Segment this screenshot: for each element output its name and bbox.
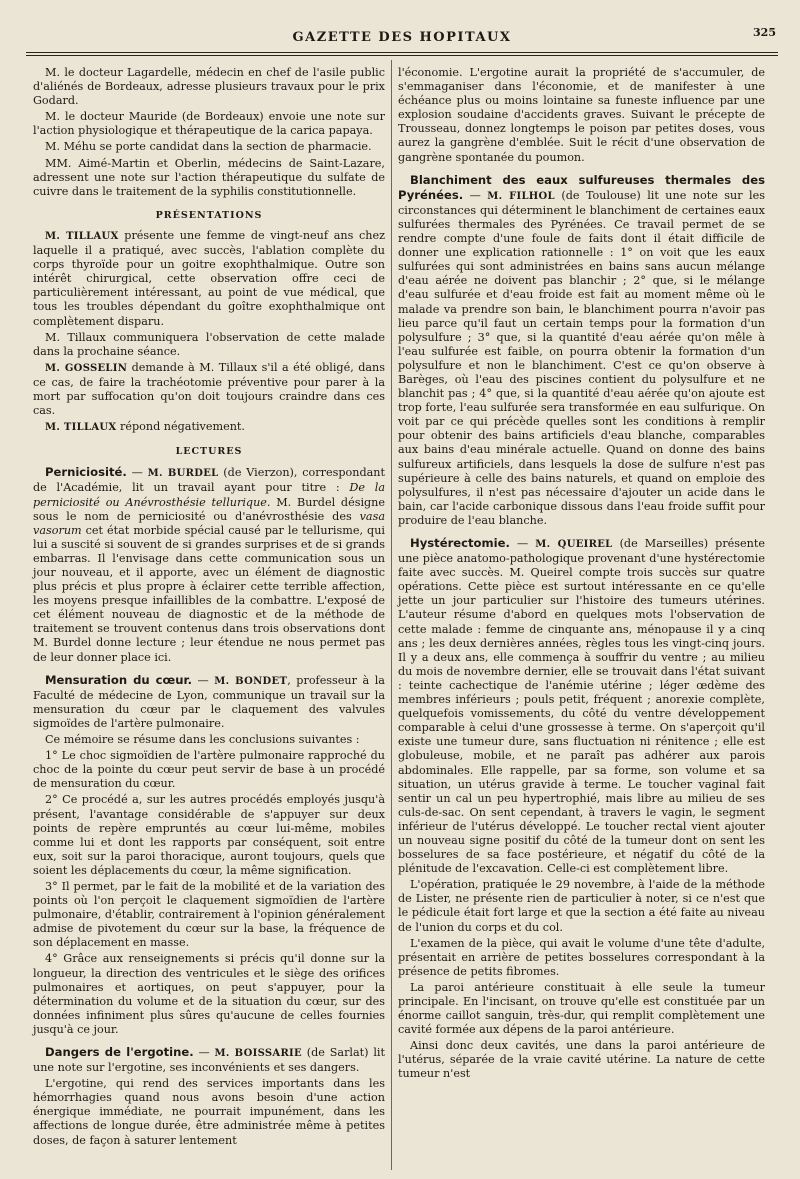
- dash: —: [193, 1046, 215, 1059]
- presentation-paragraph: [33, 420, 385, 435]
- paragraph-text: cet état morbide spécial causé par le tellurisme, qui lui a suscité si souvent de si grandes surprises et de si grands embarras. Il l'envisage dans cette communication sous un jour nouveau, et il apporte, avec un élément de diagnostic plus précis et plus propre à éclairer cette terrible affection, les moyens presque infaillibles de la combattre. L'exposé de cet élément nouveau de diagnostic et de la méthode de traitement se trouvent contenus dans trois observations dont M. Burdel donne lecture ; leur étendue ne nous permet pas de leur donner place ici.: [33, 523, 385, 664]
- article-perniciosite: [33, 465, 385, 664]
- author-name: M. BURDEL: [147, 468, 219, 480]
- journal-title: GAZETTE DES HOPITAUX: [292, 30, 512, 45]
- author-name: M. BONDET: [214, 675, 288, 687]
- author-name: M. BOISSARIE: [214, 1048, 302, 1059]
- article-ergotine: [33, 1045, 385, 1075]
- paragraph: Ce mémoire se résume dans les conclusions suivantes :: [45, 733, 360, 747]
- article-blanchiment: [398, 173, 765, 528]
- paragraph: L'examen de la pièce, qui avait le volume d'une tête d'adulte, présentait en arrière de petites bosselures correspondant à la présence de petits fibromes.: [398, 936, 765, 978]
- article-title: Dangers de l'ergotine.: [45, 1045, 194, 1059]
- conclusion-item: 1° Le choc sigmoïdien de l'artère pulmonaire rapproché du choc de la pointe du cœur peut servir de base à un procédé de mensuration du cœur.: [33, 749, 385, 791]
- dash: —: [191, 673, 215, 687]
- header-rule-top: [26, 52, 778, 53]
- correspondence-item: MM. Aimé-Martin et Oberlin, médecins de Saint-Lazare, adressent une note sur l'action thérapeutique du sulfate de cuivre dans le traitement de la syphilis constitutionnelle.: [33, 156, 385, 198]
- paragraph-text: présente une femme de vingt-neuf ans chez laquelle il a pratiqué, avec succès, l'ablation complète du corps thyroïde pour un goitre exophthalmique. Outre son intérêt chirurgical, cette observation offre ceci de particulièrement intéressant, au point de vue médical, que tous les troubles dépendant du goître exophthalmique ont complètement disparu.: [33, 228, 385, 328]
- presentation-paragraph: [33, 361, 385, 418]
- conclusion-item: 4° Grâce aux renseignements si précis qu'il donne sur la longueur, la direction des ventricules et le siège des orifices pulmonaires et aortiques, on peut s'appuyer, pour la détermination du volume et de la situation du cœur, sur des données infiniment plus sûres qu'aucune de celles fournies jusqu'à ce jour.: [33, 952, 385, 1036]
- paragraph-continuation: l'économie. L'ergotine aurait la propriété de s'accumuler, de s'emmaganiser dans l'économie, et de manifester à une échéance plus ou moins lointaine sa funeste influence par une explosion soudaine d'accidents graves. Suivant le précepte de Trousseau, donnez longtemps le poison par petites doses, vous aurez la gangrène d'emblée. Suit le récit d'une observation de gangrène spontanée du poumon.: [398, 66, 765, 164]
- header-rule-bottom: [26, 55, 778, 56]
- article-hysterectomie: [398, 536, 765, 876]
- paragraph: La paroi antérieure constituait à elle seule la tumeur principale. En l'incisant, on trouve qu'elle est constituée par un énorme caillot sanguin, très-dur, qui remplit complètement une cavité formée aux dépens de la paroi antérieure.: [398, 980, 765, 1037]
- paragraph-text: (de Vierzon), correspondant de l'Académie, lit un travail ayant pour titre :: [33, 466, 385, 495]
- section-heading-presentations: PRÉSENTATIONS: [155, 209, 263, 221]
- conclusion-item: 3° Il permet, par le fait de la mobilité et de la variation des points où l'on perçoit le claquement sigmoïdien de l'artère pulmonaire, d'établir, contrairement à l'opinion généralement admise de pivotement du cœur sur la base, la fréquence de son déplacement en masse.: [33, 879, 385, 950]
- paragraph-text: (de Marseilles) présente une pièce anatomo-pathologique provenant d'une hystérectomie faite avec succès. M. Queirel compte trois succès sur quatre opérations. Cette pièce est surtout intéressante en ce qu'elle jette un jour particulier sur l'histoire des tumeurs utérines. L'auteur résume d'abord en quelques mots l'observation de cette malade : femme de cinquante ans, ménopause il y a cinq ans ; les deux dernières années, règles tous les vingt-cinq jours. Il y a deux ans, elle commença à souffrir du ventre ; au milieu du mois de novembre dernier, elle se trouvait dans l'état suivant : teinte cachectique de l'anémie utérine ; léger œdème des membres inférieurs ; pouls petit, fréquent ; anorexie complète, quelquefois vomissements, du côté du ventre développement comparable à celui d'une grossesse à terme. On s'aperçoit qu'il existe une tumeur dure, sans fluctuation ni rénitence ; elle est globuleuse, mobile, et ne paraît pas adhérer aux parois abdominales. Elle rappelle, par sa forme, son volume et sa situation, un utérus gravide à terme. Le toucher vaginal fait sentir un cal un peu hypertrophié, mais libre au milieu de ses culs-de-sac. On sent cependant, à travers le vagin, le segment inférieur de l'utérus développé. Le toucher rectal vient ajouter un nouveau signe positif du côté de la tumeur dont on sent les bosselures de sa face postérieure, et négatif du côté de la plénitude de l'excavation. Celle-ci est complètement libre.: [398, 537, 765, 876]
- paragraph-text: M. Burdel désigne sous le nom de perniciosité ou d'anévrosthésie des: [33, 495, 386, 523]
- paragraph: Ainsi donc deux cavités, une dans la paroi antérieure de l'utérus, séparée de la vraie cavité utérine. La nature de cette tumeur n'est: [398, 1039, 765, 1081]
- article-title: Mensuration du cœur.: [45, 672, 192, 687]
- presentation-paragraph: M. Tillaux communiquera l'observation de cette malade dans la prochaine séance.: [33, 330, 385, 358]
- paragraph-text: , professeur à la Faculté de médecine de Lyon, communique un travail sur la mensuration du cœur par le claquement des valvules sigmoïdes de l'artère pulmonaire.: [33, 673, 385, 730]
- author-name: M. TILLAUX: [45, 422, 117, 434]
- correspondence-item: M. le docteur Lagardelle, médecin en chef de l'asile public d'aliénés de Bordeaux, adresse plusieurs travaux pour le prix Godard.: [33, 66, 385, 108]
- italic-title: De la perniciosité ou Anévrosthésie tellurique.: [33, 481, 385, 509]
- author-name: M. TILLAUX: [45, 230, 119, 242]
- dash: —: [463, 188, 488, 202]
- left-column: [33, 66, 385, 1150]
- author-name: M. FILHOL: [487, 190, 555, 202]
- author-name: M. QUEIREL: [535, 539, 613, 550]
- section-heading-lectures: LECTURES: [175, 446, 243, 458]
- paragraph-text: répond négativement.: [116, 420, 245, 434]
- author-name: M. GOSSELIN: [45, 362, 128, 374]
- article-title: Hystérectomie.: [410, 536, 510, 550]
- correspondence-item: M. Méhu se porte candidat dans la section de pharmacie.: [45, 140, 372, 154]
- column-divider: [391, 60, 392, 1170]
- correspondence-item: M. le docteur Mauride (de Bordeaux) envoie une note sur l'action physiologique et thérapeutique de la carica papaya.: [33, 110, 385, 138]
- paragraph-text: (de Sarlat) lit une note sur l'ergotine, ses inconvénients et ses dangers.: [33, 1046, 385, 1075]
- paragraph: L'ergotine, qui rend des services importants dans les hémorrhagies quand nous avons besoin d'une action énergique immédiate, ne pourrait impunément, dans les affections de longue durée, être administrée même à petites doses, de façon à saturer lentement: [33, 1077, 385, 1147]
- dash: —: [509, 537, 536, 550]
- paragraph-text: (de Toulouse) lit une note sur les circonstances qui déterminent le blanchiment de certaines eaux sulfurées thermales des Pyrénées. Ce travail permet de se rendre compte d'une foule de faits dont il était difficile de donner une explication rationnelle : 1° on voit que les eaux sulfurées qui sont administrées en bains sans aucun mélange d'eau aérée ne doivent pas blanchir ; 2° que, si le mélange d'eau sulfurée et d'eau froide est fait au moment même où le malade va prendre son bain, le blanchiment pourra n'avoir pas lieu parce qu'il faut un certain temps pour la formation d'un polysulfure ; 3° que, si la quantité d'eau aérée qu'on mêle à l'eau sulfurée est faible, on pourra obtenir la formation d'un polysulfure et non le blanchiment. C'est ce qu'on observe à Barèges, où l'eau des piscines contient du polysulfure et ne blanchit pas ; 4° que, si la quantité d'eau aérée qu'on ajoute est trop forte, l'eau sulfurée sera transformée en eau sulfurique. On voit par ce qui précède quelles sont les conditions à remplir pour obtenir des bains artificiels d'eau blanche, comparables aux bains d'eau minérale actuelle. Quand on donne des bains sulfureux artificiels, dans lesquels la dose de sulfure n'est pas supérieure à celle des bains naturels, et quand on emploie des polysulfures, il n'est pas nécessaire d'ajouter un acide dans le bain, car l'acide carbonique dissous dans l'eau froide suffit pour produire de l'eau blanche.: [398, 188, 765, 527]
- article-mensuration: [33, 673, 385, 731]
- paragraph-text: demande à M. Tillaux s'il a été obligé, dans ce cas, de faire la trachéotomie préventive pour parer à la mort par suffocation qu'on doit toujours craindre dans ces cas.: [33, 360, 385, 418]
- paragraph: L'opération, pratiquée le 29 novembre, à l'aide de la méthode de Lister, ne présente rien de particulier à noter, si ce n'est que le pédicule était fort large et que la section a été faite au niveau de l'union du corps et du col.: [398, 878, 765, 934]
- right-column: [398, 66, 765, 1084]
- page-header: [26, 26, 778, 52]
- dash: —: [126, 466, 148, 480]
- presentation-paragraph: [33, 229, 385, 329]
- page-number: 325: [753, 26, 776, 39]
- conclusion-item: 2° Ce procédé a, sur les autres procédés employés jusqu'à présent, l'avantage considérable de s'appuyer sur deux points de repère empruntés au cœur lui-même, mobiles comme lui et dont les rapports par conséquent, soit entre eux, soit sur la paroi thoracique, auront toujours, quels que soient les déplacements du cœur, la même signification.: [33, 793, 385, 877]
- article-title: Perniciosité.: [45, 465, 127, 480]
- italic-term: vasa vasorum: [33, 509, 385, 537]
- article-title: Blanchiment des eaux sulfureuses thermales des Pyrénées.: [398, 172, 765, 202]
